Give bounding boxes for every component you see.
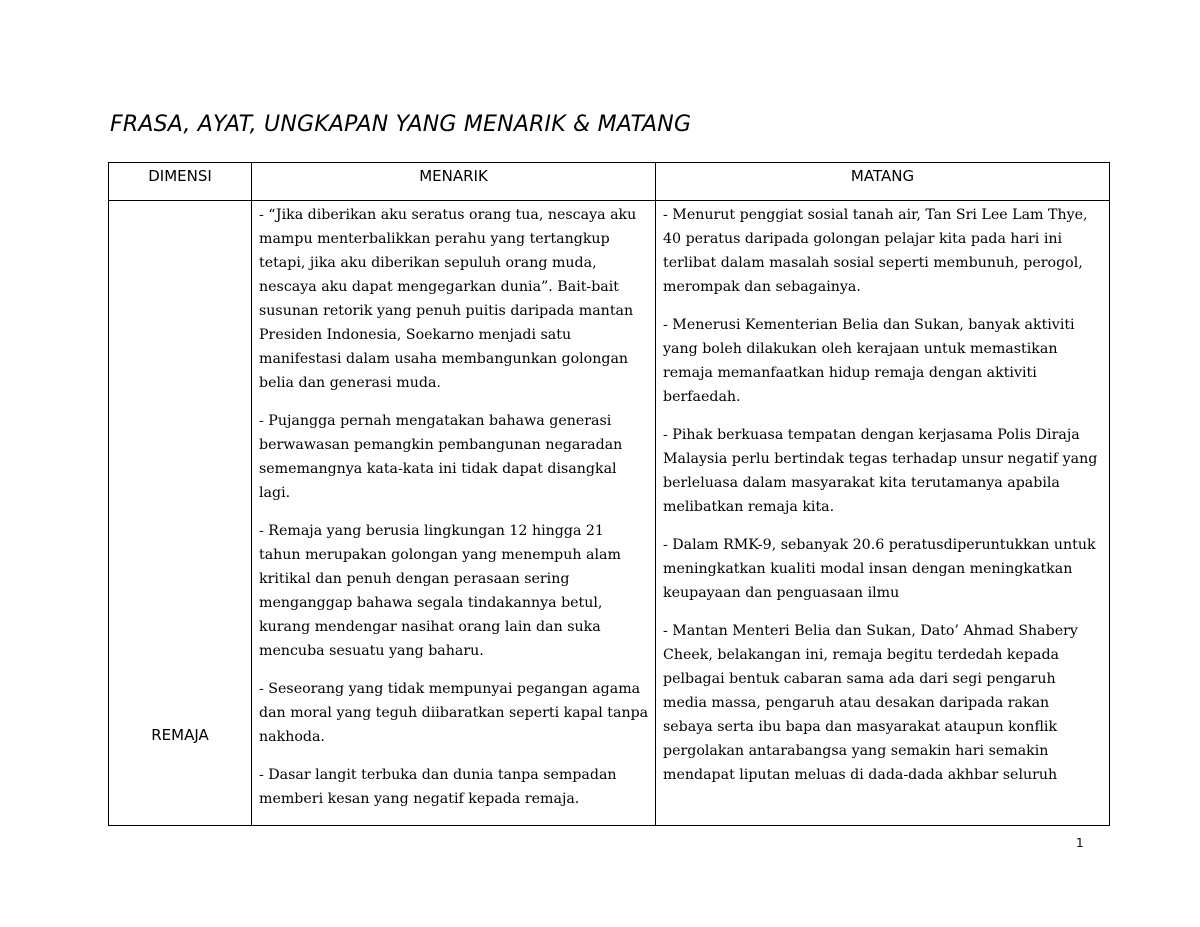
menarik-paragraph: - Seseorang yang tidak mempunyai pegangan agama dan moral yang teguh diibaratkan seperti kapal tanpa nakhoda.	[259, 681, 649, 745]
menarik-paragraph: - “Jika diberikan aku seratus orang tua, nescaya aku mampu menterbalikkan perahu yang tertangkup tetapi, jika aku diberikan sepuluh orang muda, nescaya aku dapat mengegarkan dunia”. Bait-bait susunan retorik yang penuh puitis daripada mantan Presiden Indonesia, Soekarno menjadi satu manifestasi dalam usaha membangunkan golongan belia dan generasi muda.	[259, 207, 637, 391]
matang-paragraph: - Menurut penggiat sosial tanah air, Tan Sri Lee Lam Thye, 40 peratus daripada golongan pelajar kita pada hari ini terlibat dalam masalah sosial seperti membunuh, perogol, merompak dan sebagainya.	[663, 207, 1088, 295]
menarik-cell	[252, 201, 656, 826]
matang-paragraph: - Menerusi Kementerian Belia dan Sukan, banyak aktiviti yang boleh dilakukan oleh kerajaan untuk memastikan remaja memanfaatkan hidup remaja dengan aktiviti berfaedah.	[663, 317, 1075, 405]
matang-paragraph: - Dalam RMK-9, sebanyak 20.6 peratusdiperuntukkan untuk meningkatkan kualiti modal insan dengan meningkatkan keupayaan dan penguasaan ilmu	[663, 537, 1096, 601]
content-table	[108, 162, 1110, 826]
dimensi-label: REMAJA	[151, 726, 209, 744]
dimensi-cell	[109, 201, 252, 826]
column-header-dimensi: DIMENSI	[109, 163, 252, 201]
menarik-paragraph: - Dasar langit terbuka dan dunia tanpa sempadan memberi kesan yang negatif kepada remaja.	[259, 767, 617, 807]
matang-cell	[656, 201, 1110, 826]
column-header-menarik: MENARIK	[252, 163, 656, 201]
menarik-paragraph: - Remaja yang berusia lingkungan 12 hingga 21 tahun merupakan golongan yang menempuh alam kritikal dan penuh dengan perasaan sering menganggap bahawa segala tindakannya betul, kurang mendengar nasihat orang lain dan suka mencuba sesuatu yang baharu.	[259, 523, 621, 659]
matang-paragraph: - Mantan Menteri Belia dan Sukan, Dato’ Ahmad Shabery Cheek, belakangan ini, remaja begitu terdedah kepada pelbagai bentuk cabaran sama ada dari segi pengaruh media massa, pengaruh atau desakan daripada rakan sebaya serta ibu bapa dan masyarakat ataupun konflik pergolakan antarabangsa yang semakin hari semakin mendapat liputan meluas di dada-dada akhbar seluruh	[663, 623, 1078, 783]
menarik-paragraph: - Pujangga pernah mengatakan bahawa generasi berwawasan pemangkin pembangunan negaradan sememangnya kata-kata ini tidak dapat disangkal lagi.	[259, 413, 623, 501]
column-header-matang: MATANG	[656, 163, 1110, 201]
table-row	[109, 201, 1110, 826]
page-title: FRASA, AYAT, UNGKAPAN YANG MENARIK & MATANG	[110, 112, 692, 137]
page-number: 1	[1076, 836, 1084, 850]
table-header-row	[109, 163, 1110, 201]
matang-paragraph: - Pihak berkuasa tempatan dengan kerjasama Polis Diraja Malaysia perlu bertindak tegas terhadap unsur negatif yang berleluasa dalam masyarakat kita terutamanya apabila melibatkan remaja kita.	[663, 427, 1098, 515]
